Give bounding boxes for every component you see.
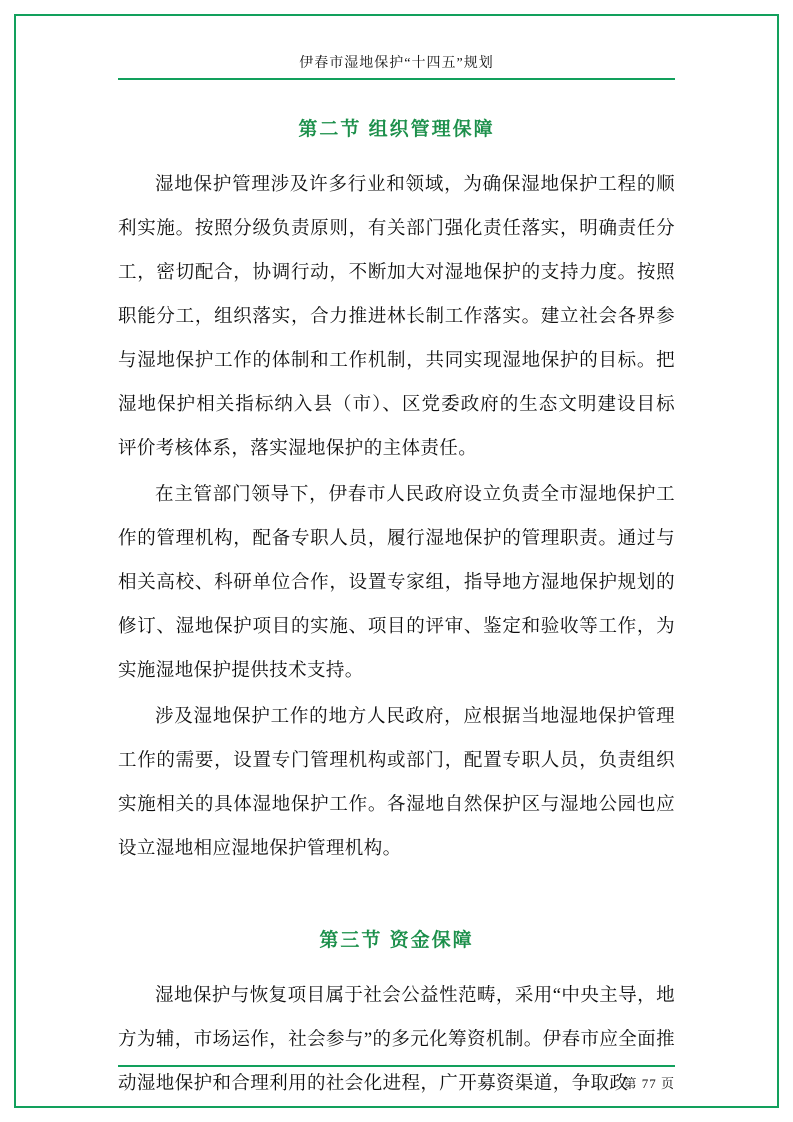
paragraph: 在主管部门领导下，伊春市人民政府设立负责全市湿地保护工作的管理机构，配备专职人员，履行湿地保护的管理职责。通过与相关高校、科研单位合作，设置专家组，指导地方湿地保护规划的修订、湿地保护项目的实施、项目的评审、鉴定和验收等工作，为实施湿地保护提供技术支持。 xyxy=(118,485,675,681)
paragraph: 涉及湿地保护工作的地方人民政府，应根据当地湿地保护管理工作的需要，设置专门管理机构或部门，配置专职人员，负责组织实施相关的具体湿地保护工作。各湿地自然保护区与湿地公园也应设立湿地相应湿地保护管理机构。 xyxy=(118,707,675,859)
paragraph: 湿地保护与恢复项目属于社会公益性范畴，采用“中央主导，地方为辅，市场运作，社会参与”的多元化筹资机制。伊春市应全面推动湿地保护和合理利用的社会化进程，广开募资渠道，争取政 xyxy=(118,986,675,1094)
footer-divider xyxy=(118,1065,675,1067)
section-title-funding-guarantee: 第三节 资金保障 xyxy=(319,930,474,951)
page-footer xyxy=(118,1065,675,1092)
header-divider xyxy=(118,78,675,80)
paragraph: 湿地保护管理涉及许多行业和领域，为确保湿地保护工程的顺利实施。按照分级负责原则，有关部门强化责任落实，明确责任分工，密切配合，协调行动，不断加大对湿地保护的支持力度。按照职能分工，组织落实，合力推进林长制工作落实。建立社会各界参与湿地保护工作的体制和工作机制，共同实现湿地保护的目标。把湿地保护相关指标纳入县（市）、区党委政府的生态文明建设目标评价考核体系，落实湿地保护的主体责任。 xyxy=(118,175,675,459)
section-title-organization-management: 第二节 组织管理保障 xyxy=(298,119,495,140)
page-header-title: 伊春市湿地保护“十四五”规划 xyxy=(299,56,494,71)
page-number: 第 77 页 xyxy=(623,1076,675,1091)
